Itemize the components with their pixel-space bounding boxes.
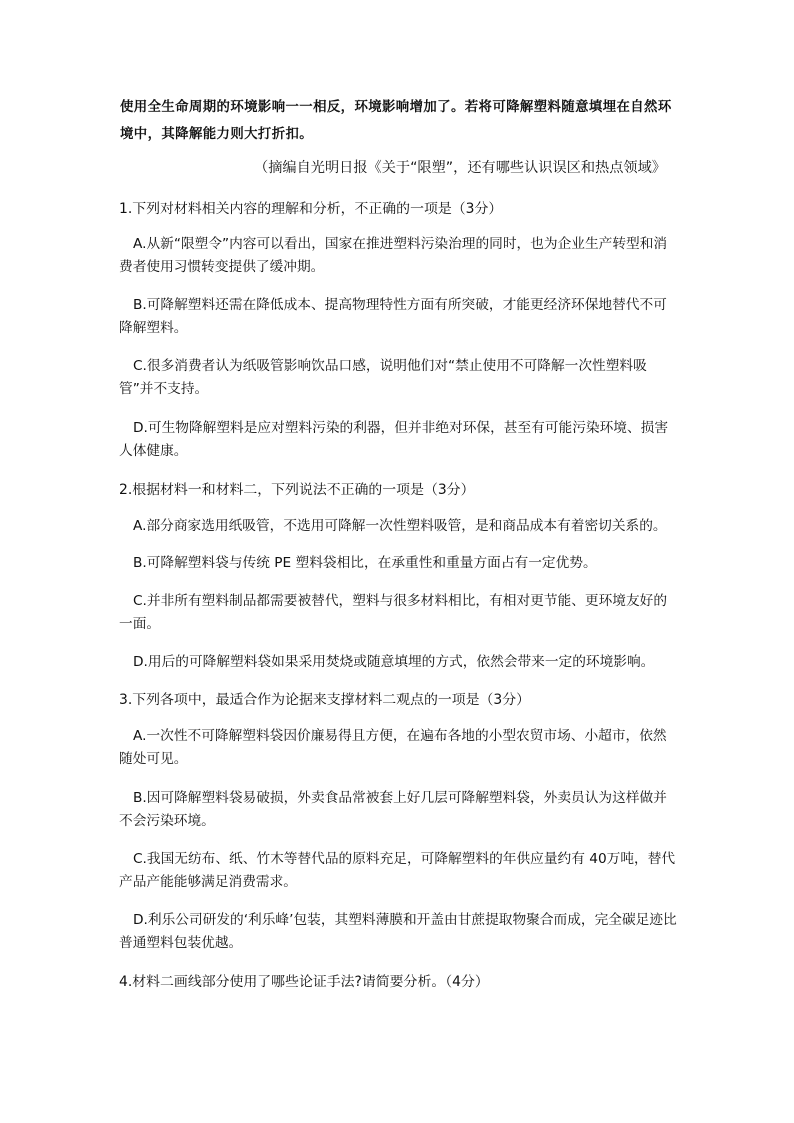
option-text: A.从新“限塑令”内容可以看出，国家在推进塑料污染治理的同时，也为企业生产转型和消费者使用习惯转变提供了缓冲期。 [119, 236, 668, 275]
question-1-option-a [119, 233, 679, 279]
question-2-option-b [119, 552, 679, 575]
option-text: C.我国无纺布、纸、竹木等替代品的原料充足，可降解塑料的年供应量约有 40万吨，替代产品产能能够满足消费需求。 [119, 851, 676, 890]
option-text: B.因可降解塑料袋易破损，外卖食品常被套上好几层可降解塑料袋，外卖员认为这样做并不会污染环境。 [119, 790, 667, 829]
question-1-option-c [119, 355, 679, 401]
option-text: C.并非所有塑料制品都需要被替代，塑料与很多材料相比，有相对更节能、更环境友好的一面。 [119, 593, 668, 632]
question-3-option-a [119, 725, 679, 771]
question-2-option-d [119, 651, 679, 674]
question-2-option-c [119, 590, 679, 636]
option-text: A.部分商家选用纸吸管，不选用可降解一次性塑料吸管，是和商品成本有着密切关系的。 [133, 518, 667, 534]
option-text: B.可降解塑料袋与传统 PE 塑料袋相比，在承重性和重量方面占有一定优势。 [133, 555, 597, 571]
question-3-option-b [119, 787, 679, 833]
question-1-option-b [119, 294, 679, 340]
option-text: A.一次性不可降解塑料袋因价廉易得且方便，在遍布各地的小型农贸市场、小超市，依然随处可见。 [119, 728, 667, 767]
option-text: D.可生物降解塑料是应对塑料污染的利器，但并非绝对环保，甚至有可能污染环境、损害人体健康。 [119, 420, 669, 459]
question-2-option-a [119, 515, 679, 538]
option-text: D.用后的可降解塑料袋如果采用焚烧或随意填埋的方式，依然会带来一定的环境影响。 [133, 654, 655, 670]
option-text: C.很多消费者认为纸吸管影响饮品口感，说明他们对“禁止使用不可降解一次性塑料吸管”并不支持。 [119, 358, 647, 397]
question-4-stem: 4.材料二画线部分使用了哪些论证手法?请简要分析。（4分） [119, 974, 489, 990]
option-text: B.可降解塑料还需在降低成本、提高物理特性方面有所突破，才能更经济环保地替代不可降解塑料。 [119, 297, 667, 336]
question-3-option-c [119, 848, 679, 894]
question-2-stem: 2.根据材料一和材料二，下列说法不正确的一项是（3分） [119, 482, 475, 498]
question-3-stem: 3.下列各项中，最适合作为论据来支撑材料二观点的一项是（3分） [119, 692, 531, 708]
intro-paragraph: 使用全生命周期的环境影响一一相反，环境影响增加了。若将可降解塑料随意填埋在自然环境中，其降解能力则大打折扣。 [120, 99, 672, 142]
option-text: D.利乐公司研发的‘利乐峰’包装，其塑料薄膜和开盖由甘蔗提取物聚合而成，完全碳足迹比普通塑料包装优越。 [119, 912, 677, 951]
source-citation: （摘编自光明日报《关于“限塑”，还有哪些认识误区和热点领域》 [254, 160, 666, 176]
question-3-option-d [119, 909, 679, 955]
question-1-option-d [119, 417, 679, 463]
question-1-stem: 1.下列对材料相关内容的理解和分析，不正确的一项是（3分） [119, 201, 503, 217]
